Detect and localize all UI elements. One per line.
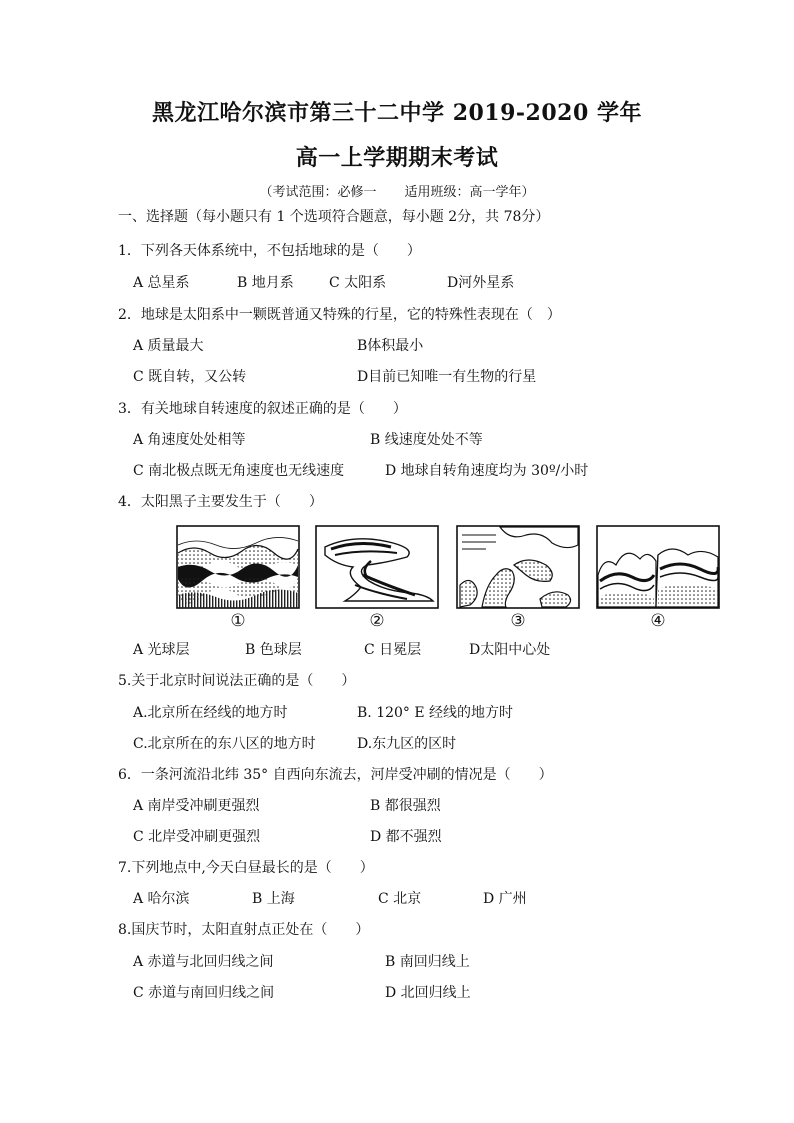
q8-option-c: C 赤道与南回归线之间 [133, 985, 275, 1001]
q4-option-c: C 日冕层 [364, 642, 422, 658]
q1-stem: 1．下列各天体系统中，不包括地球的是（ ） [118, 243, 421, 259]
q5-option-b: B. 120° E 经线的地方时 [357, 705, 514, 721]
figure-4 [596, 525, 720, 609]
q5-option-d: D.东九区的区时 [357, 736, 457, 752]
figure-1 [176, 525, 300, 609]
figure-2-drawing [315, 525, 439, 609]
q8-option-b: B 南回归线上 [385, 954, 470, 970]
q3-option-d: D 地球自转角速度均为 30º/小时 [385, 463, 589, 479]
figure-1-drawing [176, 525, 300, 609]
q7-option-d: D 广州 [483, 891, 527, 907]
q8-option-d: D 北回归线上 [385, 985, 471, 1001]
q2-option-a: A 质量最大 [133, 338, 204, 354]
q8-option-a: A 赤道与北回归线之间 [133, 954, 274, 970]
q1-option-a: A 总星系 [133, 275, 190, 291]
q7-option-a: A 哈尔滨 [133, 891, 190, 907]
q5-option-a: A.北京所在经线的地方时 [133, 705, 288, 721]
q4-option-b: B 色球层 [245, 642, 302, 658]
q1-option-c: C 太阳系 [329, 275, 387, 291]
q6-stem: 6．一条河流沿北纬 35° 自西向东流去，河岸受冲刷的情况是（ ） [118, 767, 553, 783]
q4-stem: 4．太阳黑子主要发生于（ ） [118, 494, 323, 510]
q2-option-d: D目前已知唯一有生物的行星 [357, 369, 537, 385]
q3-option-a: A 角速度处处相等 [133, 432, 246, 448]
q6-option-d: D 都不强烈 [370, 829, 442, 845]
q4-option-a: A 光球层 [133, 642, 190, 658]
exam-title-line1: 黑龙江哈尔滨市第三十二中学 2019-2020 学年 [152, 100, 642, 126]
q5-option-c: C.北京所在的东八区的地方时 [133, 736, 316, 752]
q6-option-b: B 都很强烈 [370, 798, 441, 814]
figure-4-drawing [596, 525, 720, 609]
q2-stem: 2．地球是太阳系中一颗既普通又特殊的行星，它的特殊性表现在（ ） [118, 307, 561, 323]
section-heading: 一、选择题（每小题只有 1 个选项符合题意，每小题 2分，共 78分） [118, 209, 550, 225]
q8-stem: 8.国庆节时，太阳直射点正处在（ ） [118, 922, 370, 938]
q7-stem: 7.下列地点中,今天白昼最长的是（ ） [118, 860, 374, 876]
figure-1-label: ① [230, 611, 246, 631]
q4-option-d: D太阳中心处 [469, 642, 551, 658]
exam-scope [0, 181, 794, 200]
figure-2 [315, 525, 439, 609]
exam-range: （考试范围：必修一 [259, 185, 377, 200]
q3-option-b: B 线速度处处不等 [370, 432, 483, 448]
q5-stem: 5.关于北京时间说法正确的是（ ） [118, 673, 356, 689]
q7-option-c: C 北京 [378, 891, 422, 907]
q2-option-c: C 既自转，又公转 [133, 369, 247, 385]
q2-option-b: B体积最小 [357, 338, 424, 354]
q3-option-c: C 南北极点既无角速度也无线速度 [133, 463, 345, 479]
q6-option-c: C 北岸受冲刷更强烈 [133, 829, 261, 845]
figure-4-label: ④ [650, 611, 666, 631]
figure-3-drawing [456, 525, 580, 609]
q1-option-d: D河外星系 [447, 275, 515, 291]
exam-class: 适用班级：高一学年） [404, 185, 535, 200]
exam-title-line2: 高一上学期期末考试 [295, 145, 499, 171]
q1-option-b: B 地月系 [237, 275, 294, 291]
figure-3-label: ③ [510, 611, 526, 631]
q3-stem: 3．有关地球自转速度的叙述正确的是（ ） [118, 401, 407, 417]
sun-layers-figure [176, 525, 718, 635]
figure-3 [456, 525, 580, 609]
q7-option-b: B 上海 [252, 891, 295, 907]
q6-option-a: A 南岸受冲刷更强烈 [133, 798, 260, 814]
figure-2-label: ② [369, 611, 385, 631]
